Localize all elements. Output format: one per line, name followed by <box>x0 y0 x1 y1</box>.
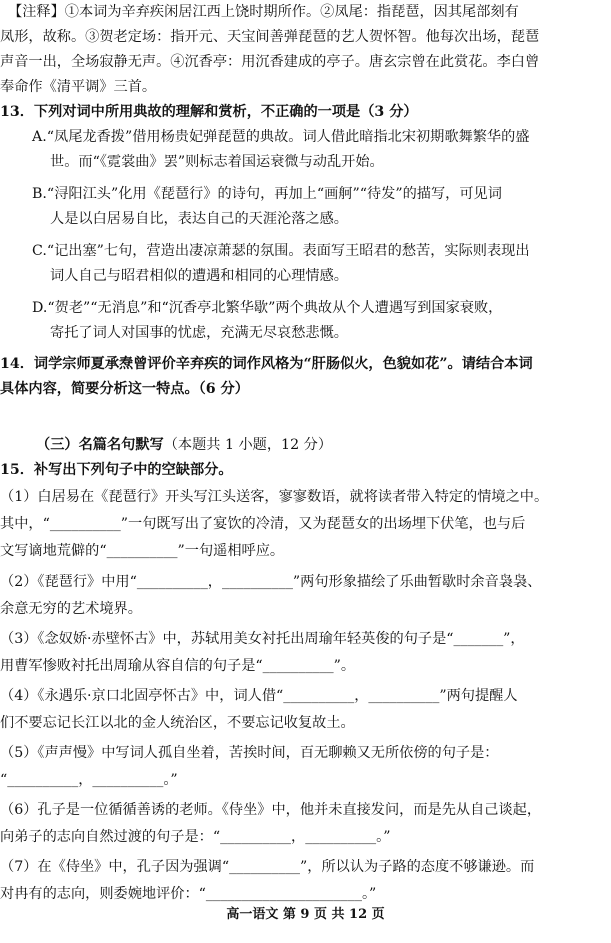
fill-blank-line: （1）白居易在《琵琶行》开头写江头送客，寥寥数语，就将读者带入特定的情境之中。 <box>0 489 549 505</box>
fill-blank-line: （3）《念奴娇·赤壁怀古》中，苏轼用美女衬托出周瑜年轻英俊的句子是“_______”， <box>0 631 525 647</box>
fill-blank-line: （2）《琵琶行》中用“__________，__________”两句形象描绘了乐曲暂歇时余音袅袅、 <box>0 574 542 590</box>
fill-blank-line: 向弟子的志向自然过渡的句子是：“__________，__________。” <box>0 829 391 845</box>
page-footer: 高一语文 第 9 页 共 12 页 <box>226 907 385 922</box>
option-a: A.“凤尾龙香拨”借用杨贵妃弹琵琶的典故。词人借此暗指北宋初期歌舞繁华的盛 <box>32 129 530 145</box>
question-13-title: 13．下列对词中所用典故的理解和赏析，不正确的一项是（3 分） <box>0 104 418 120</box>
fill-blank-line: 们不要忘记长江以北的金人统治区，不要忘记收复故土。 <box>0 715 355 731</box>
fill-blank-line: 用曹军惨败衬托出周瑜从容自信的句子是“__________”。 <box>0 658 356 674</box>
fill-blank-line: （4）《永遇乐·京口北固亭怀古》中，词人借“__________，__________”两句提醒人 <box>0 688 518 704</box>
option-c-cont: 词人自己与昭君相似的遭遇和相同的心理情感。 <box>50 268 348 284</box>
annotation-line: 凤形，故称。③贺老定场：指开元、天宝间善弹琵琶的艺人贺怀智。他每次出场，琵琶 <box>0 29 540 45</box>
fill-blank-line: （5）《声声慢》中写词人孤自坐着，苦挨时间，百无聊赖又无所依傍的句子是： <box>0 745 499 761</box>
fill-blank-line: （7）在《侍坐》中，孔子因为强调“__________”，所以认为子路的态度不够谦逊。而 <box>0 859 535 875</box>
section-3-title: （三）名篇名句默写 <box>36 437 164 453</box>
section-3-heading <box>0 434 611 456</box>
fill-blank-line: “__________，__________。” <box>0 772 178 788</box>
fill-blank-line: 余意无穷的艺术境界。 <box>0 601 142 617</box>
section-3-note: （本题共 1 小题，12 分） <box>163 437 333 453</box>
option-c: C.“记出塞”七句，营造出凄凉萧瑟的氛围。表面写王昭君的愁苦，实际则表现出 <box>32 243 530 259</box>
fill-blank-line: 对冉有的志向，则委婉地评价：“______________________。” <box>0 886 377 902</box>
fill-blank-line: （6）孔子是一位循循善诱的老师。《侍坐》中，他并未直接发问，而是先从自己谈起， <box>0 802 542 818</box>
question-14-title-cont: 具体内容，简要分析这一特点。（6 分） <box>0 381 249 397</box>
question-15-title: 15．补写出下列句子中的空缺部分。 <box>0 462 233 478</box>
annotation-line: 【注释】①本词为辛弃疾闲居江西上饶时期所作。②凤尾：指琵琶，因其尾部刻有 <box>8 4 519 20</box>
option-b-cont: 人是以白居易自比，表达自己的天涯沦落之感。 <box>50 211 348 227</box>
question-14-title: 14．词学宗师夏承焘曾评价辛弃疾的词作风格为“肝肠似火，色貌如花”。请结合本词 <box>0 356 533 372</box>
annotation-line: 奉命作《清平调》三首。 <box>0 79 157 95</box>
fill-blank-line: 其中，“__________”一句既写出了宴饮的冷清，又为琵琶女的出场埋下伏笔，也与后 <box>0 516 526 532</box>
option-b: B.“浔阳江头”化用《琵琶行》的诗句，再加上“画舸”“待发”的描写，可见词 <box>32 186 502 202</box>
fill-blank-line: 文写谪地荒僻的“__________”一句遥相呼应。 <box>0 543 285 559</box>
annotation-line: 声音一出，全场寂静无声。④沉香亭：用沉香建成的亭子。唐玄宗曾在此赏花。李白曾 <box>0 54 540 70</box>
option-d: D.“贺老”“无消息”和“沉香亭北繁华歇”两个典故从个人遭遇写到国家衰败， <box>32 300 503 316</box>
option-a-cont: 世。而“《霓裳曲》罢”则标志着国运衰微与动乱开始。 <box>50 154 384 170</box>
option-d-cont: 寄托了词人对国事的忧虑，充满无尽哀愁悲慨。 <box>50 325 348 341</box>
